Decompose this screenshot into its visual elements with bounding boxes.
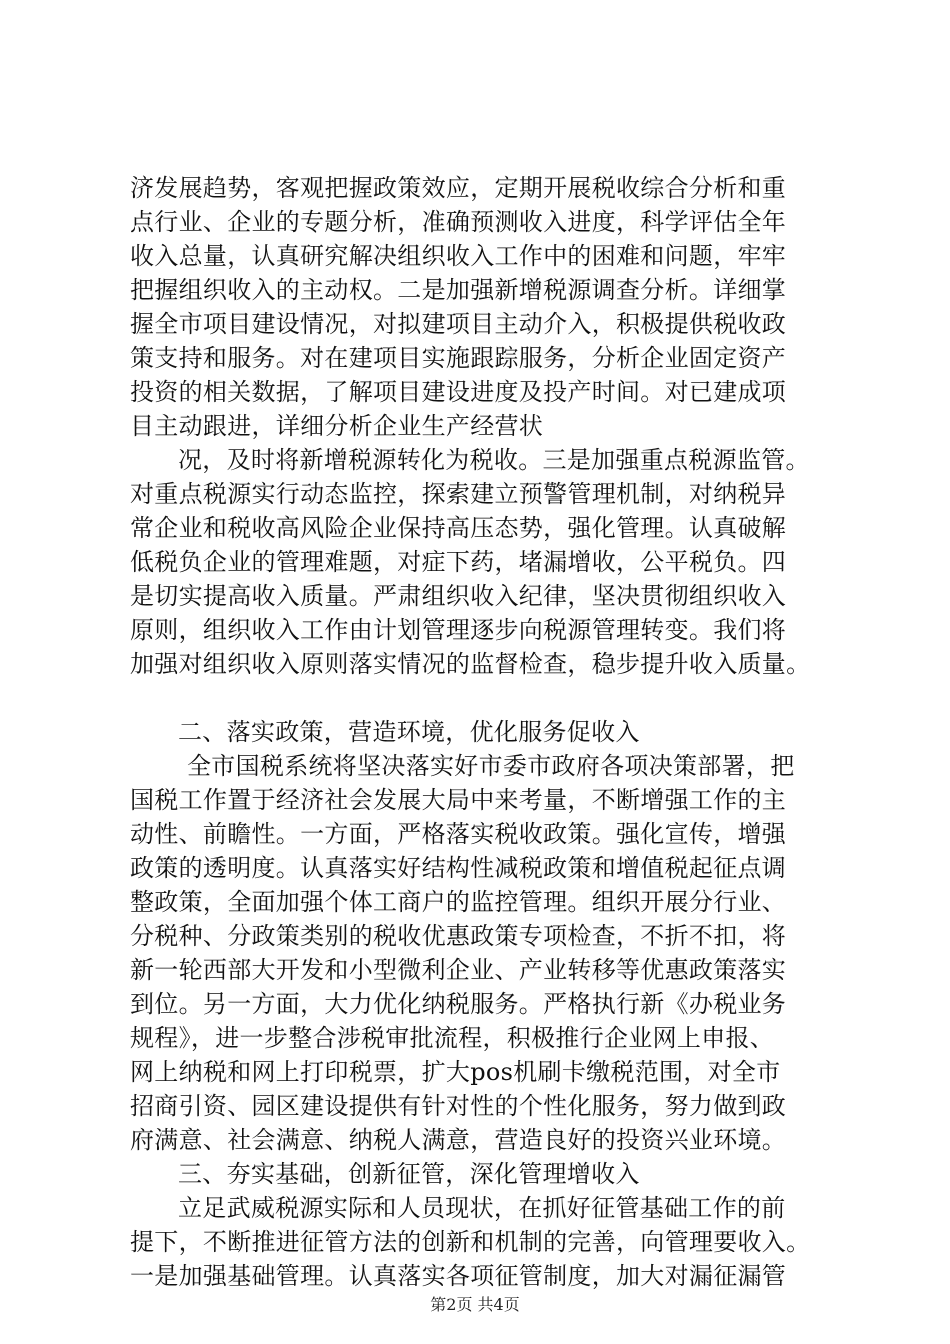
paragraph-line: 国税工作置于经济社会发展大局中来考量，不断增强工作的主 [130, 786, 787, 814]
paragraph-line: 把握组织收入的主动权。二是加强新增税源调查分析。详细掌 [130, 276, 787, 304]
paragraph-line: 招商引资、园区建设提供有针对性的个性化服务，努力做到政 [130, 1092, 787, 1120]
paragraph-line: 收入总量，认真研究解决组织收入工作中的困难和问题，牢牢 [130, 242, 787, 270]
paragraph-line: 提下，不断推进征管方法的创新和机制的完善，向管理要收入。 [130, 1228, 811, 1256]
paragraph-line: 整政策，全面加强个体工商户的监控管理。组织开展分行业、 [130, 888, 787, 916]
paragraph-line: 是切实提高收入质量。严肃组织收入纪律，坚决贯彻组织收入 [130, 582, 787, 610]
paragraph-line: 到位。另一方面，大力优化纳税服务。严格执行新《办税业务 [130, 990, 787, 1018]
paragraph-line: 低税负企业的管理难题，对症下药，堵漏增收，公平税负。四 [130, 548, 787, 576]
paragraph-line: 握全市项目建设情况，对拟建项目主动介入，积极提供税收政 [130, 310, 787, 338]
paragraph-line: 动性、前瞻性。一方面，严格落实税收政策。强化宣传，增强 [130, 820, 787, 848]
section-heading: 二、落实政策，营造环境，优化服务促收入 [178, 718, 640, 746]
paragraph-line: 规程》，进一步整合涉税审批流程，积极推行企业网上申报、 [130, 1024, 775, 1052]
paragraph-line: 新一轮西部大开发和小型微利企业、产业转移等优惠政策落实 [130, 956, 787, 984]
paragraph-line: 加强对组织收入原则落实情况的监督检查，稳步提升收入质量。 [130, 650, 811, 678]
paragraph-line: 立足武威税源实际和人员现状，在抓好征管基础工作的前 [178, 1194, 786, 1222]
paragraph-line: 目主动跟进，详细分析企业生产经营状 [130, 412, 544, 440]
paragraph-line: 点行业、企业的专题分析，准确预测收入进度，科学评估全年 [130, 208, 787, 236]
section-heading: 三、夯实基础，创新征管，深化管理增收入 [178, 1160, 640, 1188]
paragraph-line: 网上纳税和网上打印税票，扩大pos机刷卡缴税范围，对全市 [130, 1058, 781, 1086]
paragraph-line: 对重点税源实行动态监控，探索建立预警管理机制，对纳税异 [130, 480, 787, 508]
paragraph-line: 况，及时将新增税源转化为税收。三是加强重点税源监管。 [178, 446, 810, 474]
paragraph-line: 分税种、分政策类别的税收优惠政策专项检查，不折不扣，将 [130, 922, 787, 950]
paragraph-line: 政策的透明度。认真落实好结构性减税政策和增值税起征点调 [130, 854, 787, 882]
paragraph-line: 常企业和税收高风险企业保持高压态势，强化管理。认真破解 [130, 514, 787, 542]
paragraph-line: 一是加强基础管理。认真落实各项征管制度，加大对漏征漏管 [130, 1262, 787, 1290]
paragraph-line: 济发展趋势，客观把握政策效应，定期开展税收综合分析和重 [130, 174, 787, 202]
paragraph-line: 府满意、社会满意、纳税人满意，营造良好的投资兴业环境。 [130, 1126, 787, 1154]
paragraph-line: 全市国税系统将坚决落实好市委市政府各项决策部署，把 [187, 752, 795, 780]
paragraph-line: 投资的相关数据，了解项目建设进度及投产时间。对已建成项 [130, 378, 787, 406]
paragraph-line: 原则，组织收入工作由计划管理逐步向税源管理转变。我们将 [130, 616, 787, 644]
paragraph-line: 策支持和服务。对在建项目实施跟踪服务，分析企业固定资产 [130, 344, 787, 372]
page-number-footer: 第2页 共4页 [430, 1295, 520, 1314]
